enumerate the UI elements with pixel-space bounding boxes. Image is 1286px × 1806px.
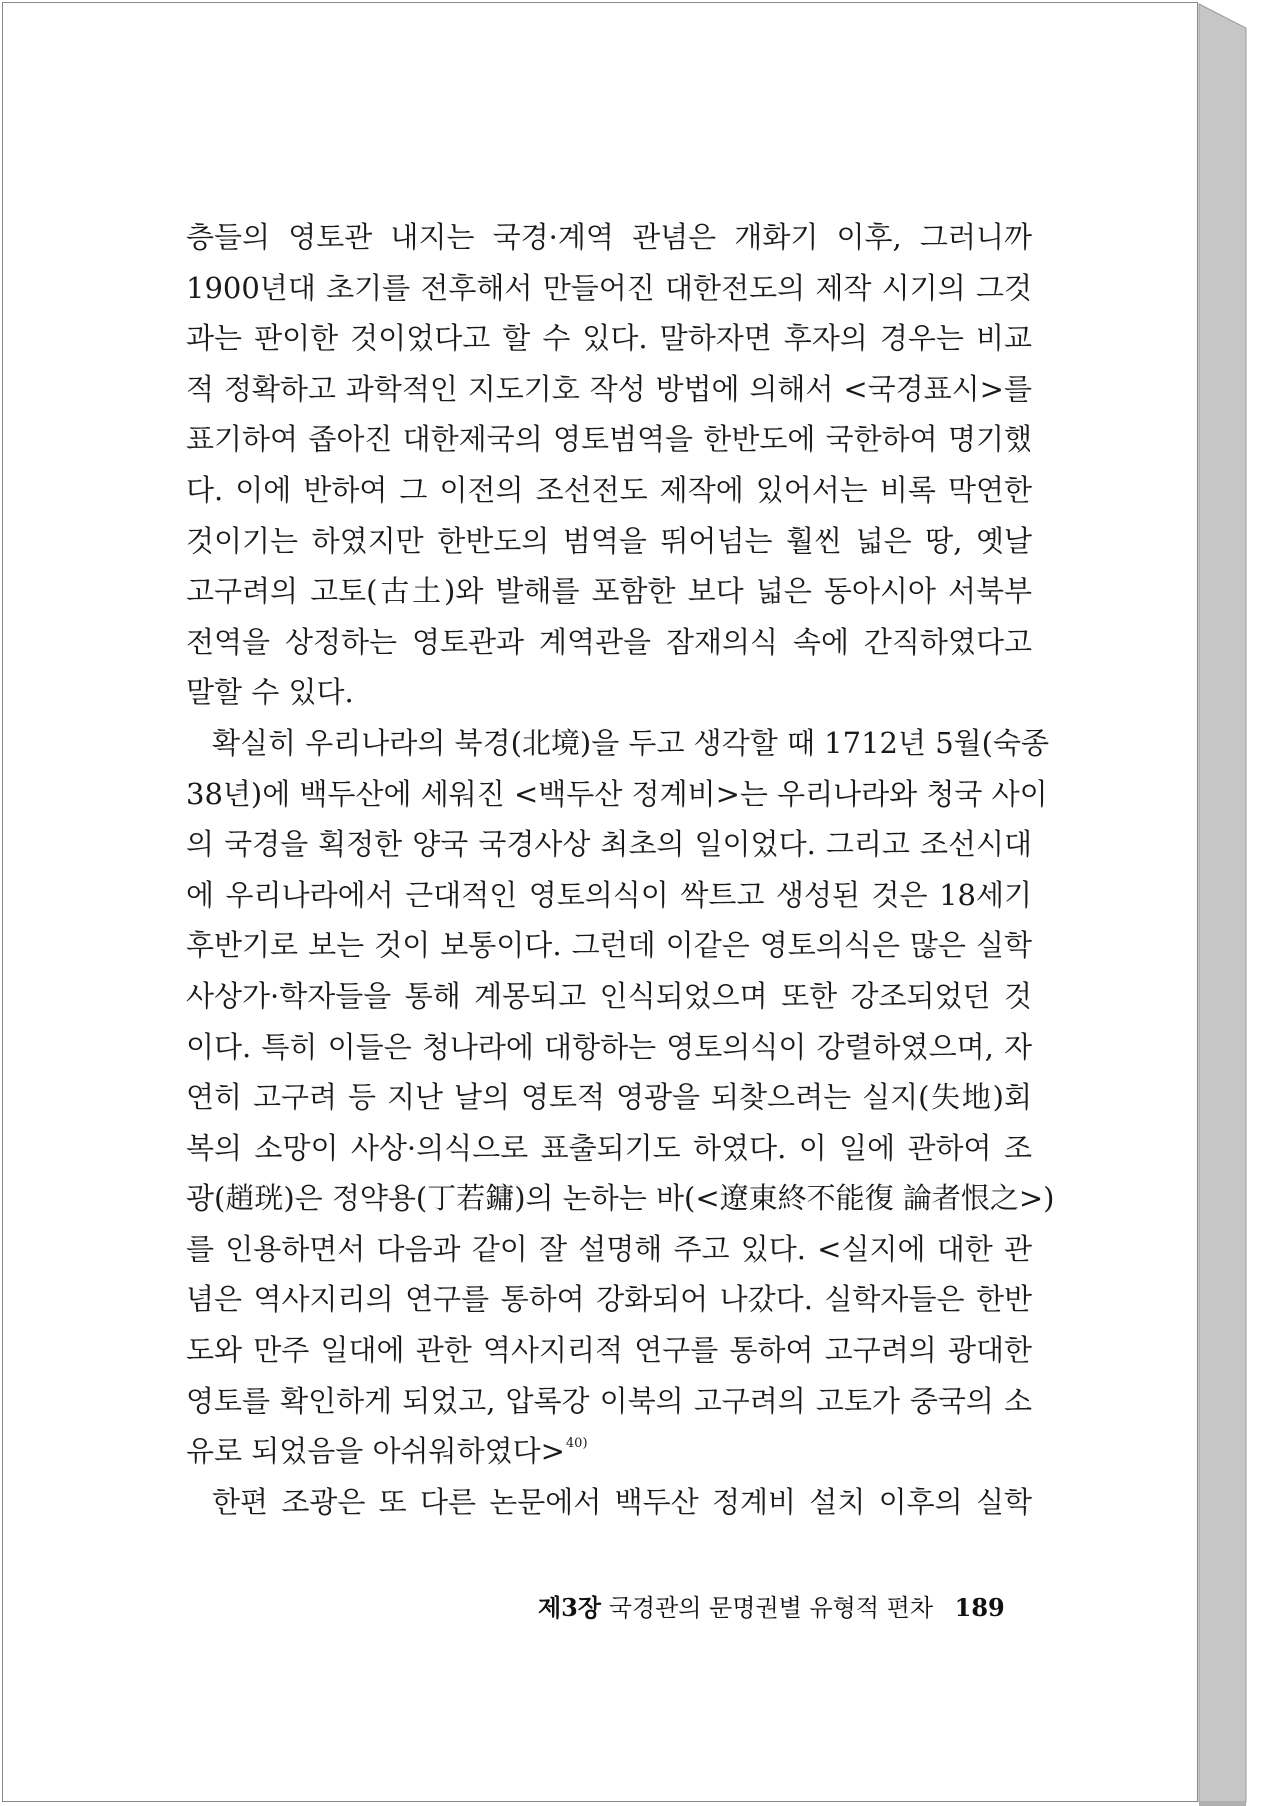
text-line: 념은 역사지리의 연구를 통하여 강화되어 나갔다. 실학자들은 한반 <box>186 1282 1032 1317</box>
text-line: 후반기로 보는 것이 보통이다. 그런데 이같은 영토의식은 많은 실학 <box>186 928 1032 963</box>
text-line: 말할 수 있다. <box>186 675 354 710</box>
footer-title: 국경관의 문명권별 유형적 편차 <box>608 1594 933 1622</box>
running-footer <box>538 1588 1004 1628</box>
text-line: 것이기는 하였지만 한반도의 범역을 뛰어넘는 훨씬 넓은 땅, 옛날 <box>186 523 1032 558</box>
page-number: 189 <box>954 1593 1005 1622</box>
text-line: 도와 만주 일대에 관한 역사지리적 연구를 통하여 고구려의 광대한 <box>186 1333 1032 1368</box>
text-line: 에 우리나라에서 근대적인 영토의식이 싹트고 생성된 것은 18세기 <box>186 877 1032 912</box>
text-line: 의 국경을 획정한 양국 국경사상 최초의 일이었다. 그리고 조선시대 <box>186 827 1032 862</box>
text-line: 복의 소망이 사상·의식으로 표출되기도 하였다. 이 일에 관하여 조 <box>186 1130 1032 1165</box>
footnote-reference[interactable]: 40) <box>565 1436 588 1452</box>
body-text <box>186 212 1055 1527</box>
text-line: 연히 고구려 등 지난 날의 영토적 영광을 되찾으려는 실지(失地)회 <box>186 1080 1032 1115</box>
text-line: 과는 판이한 것이었다고 할 수 있다. 말하자면 후자의 경우는 비교 <box>186 321 1032 356</box>
text-line: 적 정확하고 과학적인 지도기호 작성 방법에 의해서 <국경표시>를 <box>186 371 1032 406</box>
paragraph-start-line: 한편 조광은 또 다른 논문에서 백두산 정계비 설치 이후의 실학 <box>212 1484 1032 1519</box>
text-line: 1900년대 초기를 전후해서 만들어진 대한전도의 제작 시기의 그것 <box>186 270 1032 305</box>
text-line-content: 유로 되었음을 아쉬워하였다> <box>186 1434 565 1469</box>
text-line: 영토를 확인하게 되었고, 압록강 이북의 고구려의 고토가 중국의 소 <box>186 1383 1032 1418</box>
text-line: 를 인용하면서 다음과 같이 잘 설명해 주고 있다. <실지에 대한 관 <box>186 1231 1032 1266</box>
text-line-with-footnote <box>186 1426 1032 1477</box>
text-line: 전역을 상정하는 영토관과 계역관을 잠재의식 속에 간직하였다고 <box>186 624 1032 659</box>
text-line: 이다. 특히 이들은 청나라에 대항하는 영토의식이 강렬하였으며, 자 <box>186 1029 1032 1064</box>
text-line: 표기하여 좁아진 대한제국의 영토범역을 한반도에 국한하여 명기했 <box>186 422 1032 457</box>
footer-chapter: 제3장 <box>538 1593 602 1622</box>
text-line: 다. 이에 반하여 그 이전의 조선전도 제작에 있어서는 비록 막연한 <box>186 472 1032 507</box>
text-line: 사상가·학자들을 통해 계몽되고 인식되었으며 또한 강조되었던 것 <box>186 978 1032 1013</box>
text-line: 고구려의 고토(古土)와 발해를 포함한 보다 넓은 동아시아 서북부 <box>186 574 1032 609</box>
text-line: 38년)에 백두산에 세워진 <백두산 정계비>는 우리나라와 청국 사이 <box>186 776 1048 811</box>
text-line: 층들의 영토관 내지는 국경·계역 관념은 개화기 이후, 그러니까 <box>186 220 1032 254</box>
paragraph-start-line: 확실히 우리나라의 북경(北境)을 두고 생각할 때 1712년 5월(숙종 <box>212 725 1050 760</box>
text-line: 광(趙珖)은 정약용(丁若鏞)의 논하는 바(<遼東終不能復 論者恨之>) <box>186 1181 1055 1216</box>
